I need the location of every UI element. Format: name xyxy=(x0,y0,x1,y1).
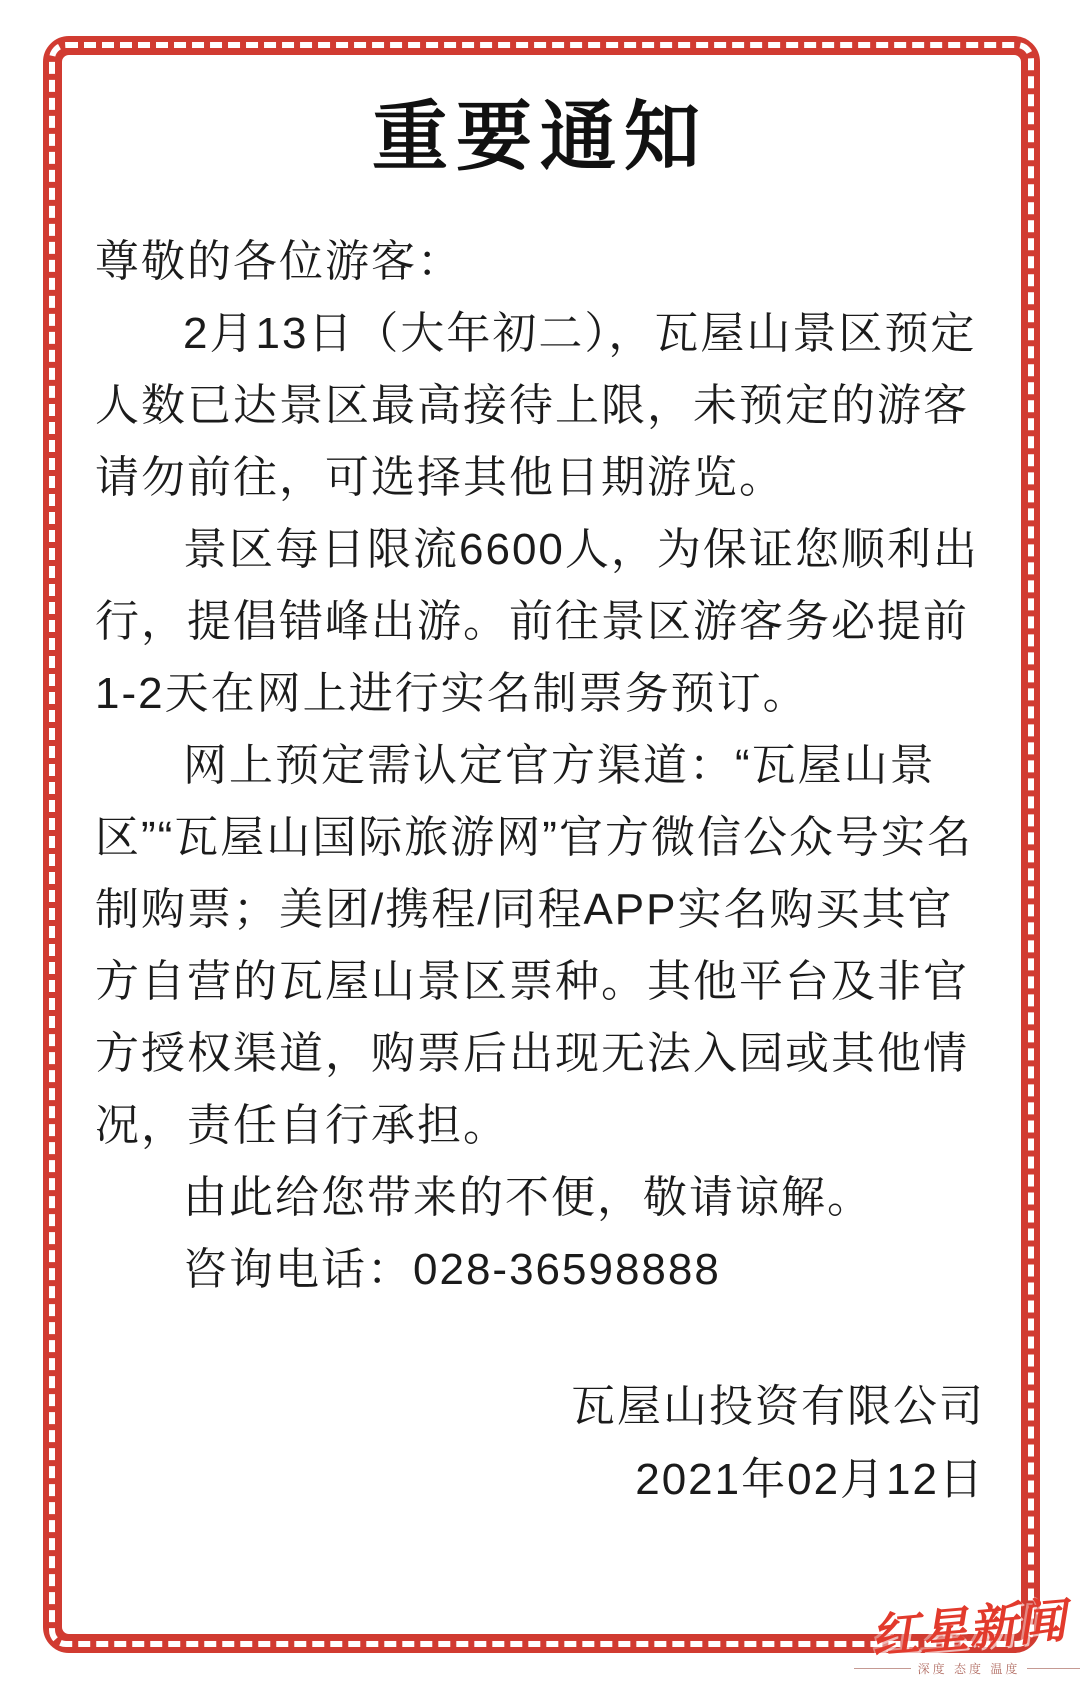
paragraph-daily-quota: 景区每日限流6600人，为保证您顺利出行，提倡错峰出游。前往景区游客务必提前1-2天在网上进行实名制票务预订。 xyxy=(95,525,979,718)
red-star-news-logo: 红星新闻 xyxy=(869,1594,1069,1665)
company-signature: 瓦屋山投资有限公司 xyxy=(571,1382,985,1431)
tagline-text: 深度 态度 温度 xyxy=(917,1662,1021,1676)
paragraph-capacity-limit: 2月13日（大年初二），瓦屋山景区预定人数已达景区最高接待上限，未预定的游客请勿前往，可选择其他日期游览。 xyxy=(95,309,977,502)
salutation: 尊敬的各位游客： xyxy=(95,237,463,286)
signature-block xyxy=(95,1370,985,1516)
paragraph-official-channels: 网上预定需认定官方渠道：“瓦屋山景区”“瓦屋山国际旅游网”官方微信公众号实名制购票；美团/携程/同程APP实名购买其官方自营的瓦屋山景区票种。其他平台及非官方授权渠道，购票后出现无法入园或其他情况，责任自行承担。 xyxy=(95,741,973,1150)
red-star-news-watermark xyxy=(854,1594,1080,1677)
notice-title: 重要通知 xyxy=(372,95,708,180)
paragraph-contact-phone: 咨询电话：028-36598888 xyxy=(183,1245,721,1294)
notice-body xyxy=(95,92,985,1516)
paragraph-apology: 由此给您带来的不便，敬请谅解。 xyxy=(183,1173,873,1222)
notice-date: 2021年02月12日 xyxy=(635,1455,985,1504)
